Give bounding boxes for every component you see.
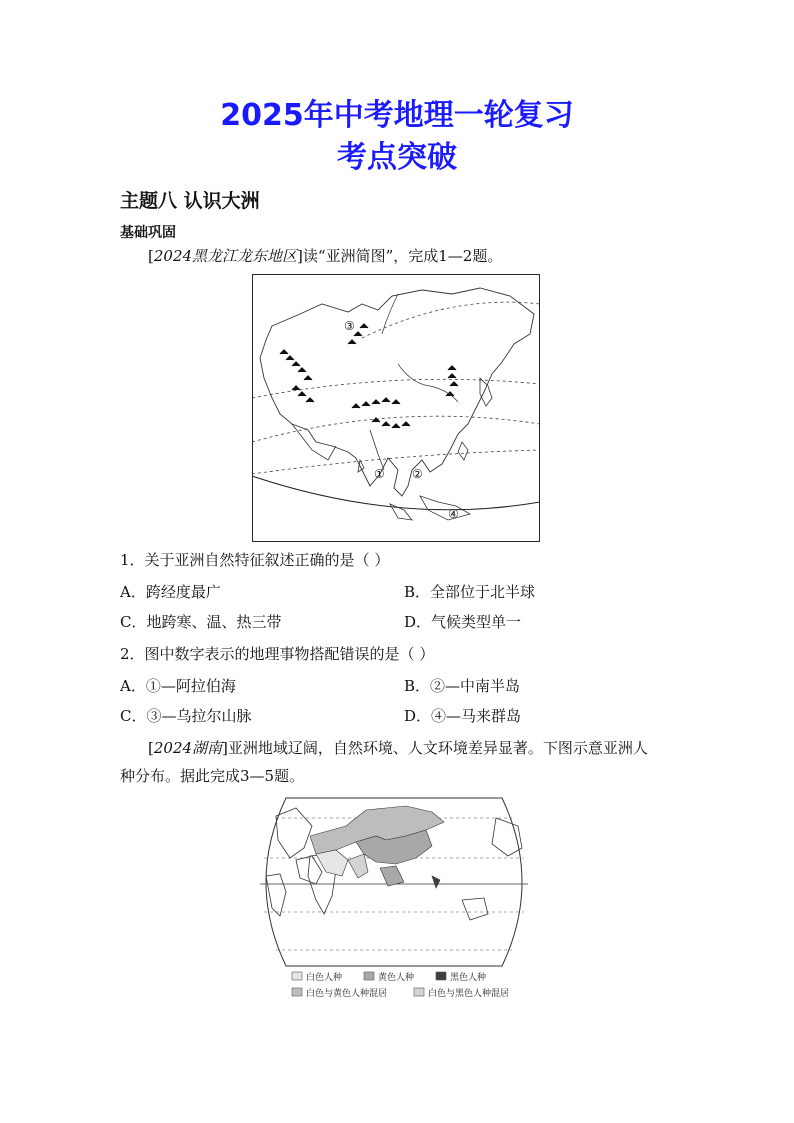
q1-option-b[interactable]: B．全部位于北半球: [404, 583, 536, 601]
intro-2-source: 2024湖南: [153, 739, 223, 757]
intro-1-source: 2024黑龙江龙东地区: [153, 247, 298, 265]
legend-swatch-white-yellow: [292, 988, 302, 996]
marker-3: ③: [344, 319, 355, 333]
legend-black: 黑色人种: [450, 973, 487, 983]
question-2-stem: 2．图中数字表示的地理事物搭配错误的是（ ）: [120, 645, 435, 663]
subtopic-heading: 基础巩固: [120, 225, 176, 241]
intro-2: [148, 738, 648, 758]
intro-2-text: ]亚洲地域辽阔，自然环境、人文环境差异显著。下图示意亚洲人: [222, 739, 648, 757]
legend-swatch-yellow: [364, 972, 374, 980]
marker-4: ④: [448, 507, 459, 521]
legend-yellow: 黄色人种: [378, 973, 415, 983]
q2-option-a[interactable]: A．①—阿拉伯海: [120, 677, 236, 695]
legend-white-yellow: 白色与黄色人种混居: [306, 989, 388, 999]
page-title: 2025年中考地理一轮复习: [220, 98, 574, 133]
asia-map: [252, 274, 540, 542]
race-distribution-map: [256, 796, 532, 968]
legend-white-black: 白色与黑色人种混居: [428, 989, 510, 999]
marker-2: ②: [412, 467, 423, 481]
legend-swatch-white-black: [414, 988, 424, 996]
intro-1-bracket: [: [148, 247, 154, 265]
page-subtitle: 考点突破: [337, 140, 457, 175]
topic-heading: 主题八 认识大洲: [120, 190, 260, 212]
q1-option-a[interactable]: A．跨经度最广: [120, 583, 221, 601]
q2-option-c[interactable]: C．③—乌拉尔山脉: [120, 707, 252, 725]
intro-1-text: ]读“亚洲简图”，完成1—2题。: [297, 247, 503, 265]
q2-option-b[interactable]: B．②—中南半岛: [404, 677, 521, 695]
intro-2-line2: 种分布。据此完成3—5题。: [120, 767, 305, 785]
question-1-stem: 1．关于亚洲自然特征叙述正确的是（ ）: [120, 551, 390, 569]
q1-option-c[interactable]: C．地跨寒、温、热三带: [120, 613, 282, 631]
marker-1: ①: [374, 467, 385, 481]
legend-white: 白色人种: [306, 973, 343, 983]
legend: [290, 970, 540, 1000]
q1-option-d[interactable]: D．气候类型单一: [404, 613, 522, 631]
q2-option-d[interactable]: D．④—马来群岛: [404, 707, 522, 725]
intro-2-bracket: [: [148, 739, 154, 757]
legend-swatch-white: [292, 972, 302, 980]
legend-swatch-black: [436, 972, 446, 980]
intro-1: [148, 246, 502, 266]
